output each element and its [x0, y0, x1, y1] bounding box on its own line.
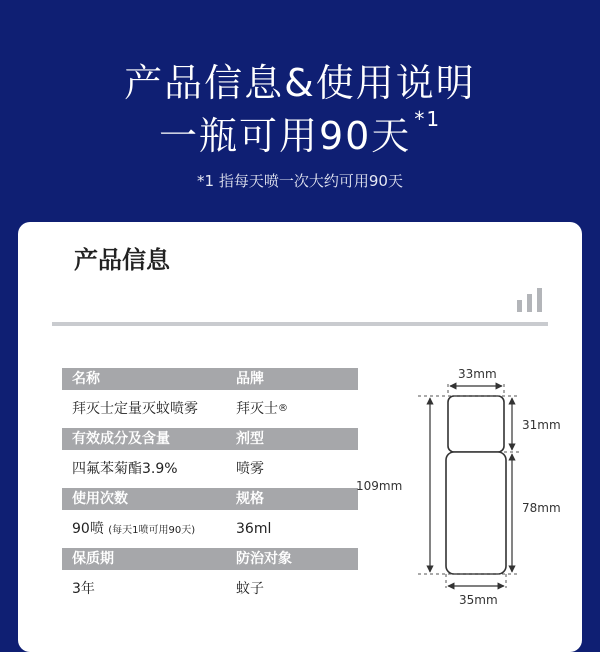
registered-mark: ® [278, 403, 288, 414]
spec-value-name: 拜灭士定量灭蚊喷雾 [72, 401, 198, 417]
spec-header-uses: 使用次数 [72, 491, 128, 507]
spec-header-ingredient: 有效成分及含量 [72, 431, 170, 447]
spec-header-name: 名称 [72, 371, 100, 387]
hero-title-line2 [0, 105, 600, 160]
spec-header-row [62, 368, 358, 390]
spec-value-row [62, 570, 358, 608]
spec-value-ingredient: 四氟苯菊酯3.9% [72, 461, 178, 477]
body-height-label: 78mm [522, 501, 561, 515]
cap-height-label: 31mm [522, 418, 561, 432]
spec-value-uses [62, 510, 226, 548]
spec-header-row [62, 428, 358, 450]
spec-header-brand: 品牌 [236, 371, 264, 387]
spec-value-brand [226, 390, 358, 428]
uses-note: (每天1喷可用90天) [108, 525, 196, 536]
footnote-text: *1 指每天喷一次大约可用90天 [197, 172, 403, 190]
hero-title-text: 一瓶可用90天 [158, 114, 412, 158]
spec-header-target: 防治对象 [236, 551, 292, 567]
spec-value-row [62, 390, 358, 428]
spec-table [62, 368, 358, 608]
spec-value-row [62, 510, 358, 548]
brand-text: 拜灭士 [236, 401, 278, 417]
uses-count: 90喷 [72, 521, 104, 537]
bottle-cap [448, 396, 504, 452]
spec-value-form: 喷雾 [236, 461, 264, 477]
product-info-card [18, 222, 582, 652]
spec-header-row [62, 488, 358, 510]
footnote-mark: *1 [414, 107, 442, 131]
spec-header-size: 规格 [236, 491, 264, 507]
spec-header-form: 剂型 [236, 431, 264, 447]
bottle-body [446, 452, 506, 574]
section-title: 产品信息 [74, 246, 170, 274]
bar-chart-icon [516, 288, 544, 312]
spec-value-target: 蚊子 [236, 581, 264, 597]
hero-title-line1: 产品信息&使用说明 [124, 61, 476, 105]
spec-header-row [62, 548, 358, 570]
spec-value-shelf-life: 3年 [72, 581, 95, 597]
bottom-width-label: 35mm [459, 593, 498, 607]
spec-header-shelf-life: 保质期 [72, 551, 114, 567]
bottle-dimension-diagram [352, 362, 582, 612]
spec-value-row [62, 450, 358, 488]
top-width-label: 33mm [458, 367, 497, 381]
spec-value-size: 36ml [236, 521, 272, 537]
total-height-label: 109mm [356, 479, 403, 493]
section-divider [52, 322, 548, 326]
